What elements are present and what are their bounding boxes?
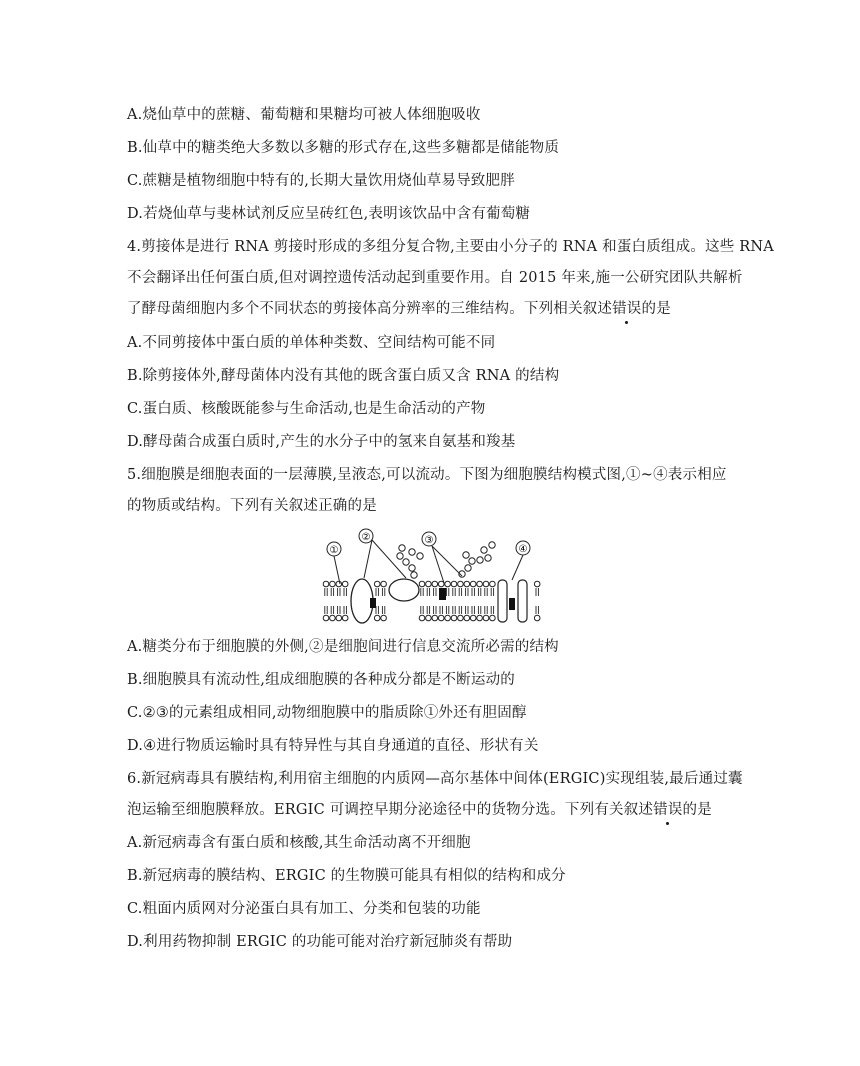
q5-option-d: D.④进行物质运输时具有特异性与其自身通道的直径、形状有关: [127, 738, 539, 754]
phospholipid-head: [483, 615, 489, 621]
q4-stem-line-1: 4.剪接体是进行 RNA 剪接时形成的多组分复合物,主要由小分子的 RNA 和蛋白质组成。这些 RNA: [127, 239, 774, 255]
phospholipid-head: [438, 581, 444, 587]
cholesterol-mark: [509, 598, 515, 610]
phospholipid-head: [470, 581, 476, 587]
q3-option-d: D.若烧仙草与斐林试剂反应呈砖红色,表明该饮品中含有葡萄糖: [127, 206, 531, 222]
phospholipid-head: [490, 615, 496, 621]
phospholipid-head: [451, 581, 457, 587]
phospholipid-head: [330, 581, 336, 587]
phospholipid-head: [438, 615, 444, 621]
phospholipid-head: [483, 581, 489, 587]
phospholipid-head: [490, 581, 496, 587]
phospholipid-head: [374, 615, 380, 621]
q4-stem-text: 了酵母菌细胞内多个不同状态的剪接体高分辨率的三维结构。下列相关叙述: [127, 301, 613, 317]
cholesterol-mark: [439, 588, 446, 600]
phospholipid-head: [330, 615, 336, 621]
q3-option-a: A.烧仙草中的蔗糖、葡萄糖和果糖均可被人体细胞吸收: [127, 107, 481, 123]
q4-stem-line-2: 不会翻译出任何蛋白质,但对调控遗传活动起到重要作用。自 2015 年来,施一公研究团队共解析: [127, 270, 743, 286]
phospholipid-head: [336, 581, 342, 587]
label-1: ①: [329, 545, 339, 556]
label-3: ③: [424, 535, 434, 546]
q4-stem-end: 的是: [641, 301, 671, 317]
q6-stem-end: 的是: [682, 802, 712, 818]
q6-emphasis-wrong: 错误: [653, 802, 683, 818]
q6-option-d: D.利用药物抑制 ERGIC 的功能可能对治疗新冠肺炎有帮助: [127, 934, 513, 950]
cholesterol-mark: [370, 598, 376, 608]
phospholipid-head: [432, 581, 438, 587]
q3-option-b: B.仙草中的糖类绝大多数以多糖的形式存在,这些多糖都是储能物质: [127, 140, 560, 156]
phospholipid-head: [458, 581, 464, 587]
q6-stem-line-1: 6.新冠病毒具有膜结构,利用宿主细胞的内质网—高尔基体中间体(ERGIC)实现组装,最后通过囊: [127, 771, 743, 787]
phospholipid-head: [419, 615, 425, 621]
phospholipid-head: [323, 615, 329, 621]
phospholipid-head: [336, 615, 342, 621]
q3-option-c: C.蔗糖是植物细胞中特有的,长期大量饮用烧仙草易导致肥胖: [127, 173, 515, 189]
phospholipid-head: [477, 581, 483, 587]
phospholipid-head: [426, 581, 432, 587]
phospholipid-head: [381, 581, 387, 587]
phospholipid-head: [342, 615, 348, 621]
phospholipid-head: [374, 581, 380, 587]
channel-protein: [498, 580, 507, 622]
glycoprotein: [389, 579, 419, 601]
phospholipid-head: [470, 615, 476, 621]
phospholipid-head: [534, 581, 540, 587]
phospholipid-head: [445, 615, 451, 621]
q6-option-b: B.新冠病毒的膜结构、ERGIC 的生物膜可能具有相似的结构和成分: [127, 868, 566, 884]
q6-option-c: C.粗面内质网对分泌蛋白具有加工、分类和包装的功能: [127, 901, 481, 917]
q6-option-a: A.新冠病毒含有蛋白质和核酸,其生命活动离不开细胞: [127, 835, 471, 851]
q5-option-c: C.②③的元素组成相同,动物细胞膜中的脂质除①外还有胆固醇: [127, 705, 527, 721]
q4-option-b: B.除剪接体外,酵母菌体内没有其他的既含蛋白质又含 RNA 的结构: [127, 368, 560, 384]
q4-option-a: A.不同剪接体中蛋白质的单体种类数、空间结构可能不同: [127, 335, 496, 351]
phospholipid-head: [323, 581, 329, 587]
phospholipid-head: [451, 615, 457, 621]
q6-stem-line-2: [127, 800, 712, 820]
q5-stem-line-2: 的物质或结构。下列有关叙述正确的是: [127, 498, 377, 514]
q5-option-b: B.细胞膜具有流动性,组成细胞膜的各种成分都是不断运动的: [127, 672, 515, 688]
q4-emphasis-wrong: 错误: [612, 301, 642, 317]
label-4: ④: [518, 544, 528, 555]
phospholipid-head: [432, 615, 438, 621]
phospholipid-head: [477, 615, 483, 621]
channel-protein: [518, 580, 527, 622]
q5-stem-line-1: 5.细胞膜是细胞表面的一层薄膜,呈液态,可以流动。下图为细胞膜结构模式图,①~④表示相应: [127, 467, 727, 483]
phospholipid-head: [445, 581, 451, 587]
phospholipid-head: [464, 615, 470, 621]
q6-stem-text: 泡运输至细胞膜释放。ERGIC 可调控早期分泌途径中的货物分选。下列有关叙述: [127, 802, 654, 818]
q4-option-c: C.蛋白质、核酸既能参与生命活动,也是生命活动的产物: [127, 401, 486, 417]
cell-membrane-figure: [322, 528, 544, 628]
phospholipid-head: [426, 615, 432, 621]
q5-option-a: A.糖类分布于细胞膜的外侧,②是细胞间进行信息交流所必需的结构: [127, 639, 559, 655]
phospholipid-head: [342, 581, 348, 587]
phospholipid-head: [381, 615, 387, 621]
q4-stem-line-3: [127, 299, 671, 319]
phospholipid-head: [464, 581, 470, 587]
label-2: ②: [361, 532, 371, 543]
q4-option-d: D.酵母菌合成蛋白质时,产生的水分子中的氢来自氨基和羧基: [127, 434, 516, 450]
phospholipid-head: [419, 581, 425, 587]
phospholipid-head: [534, 615, 540, 621]
phospholipid-head: [458, 615, 464, 621]
transmembrane-protein-left: [351, 579, 373, 623]
